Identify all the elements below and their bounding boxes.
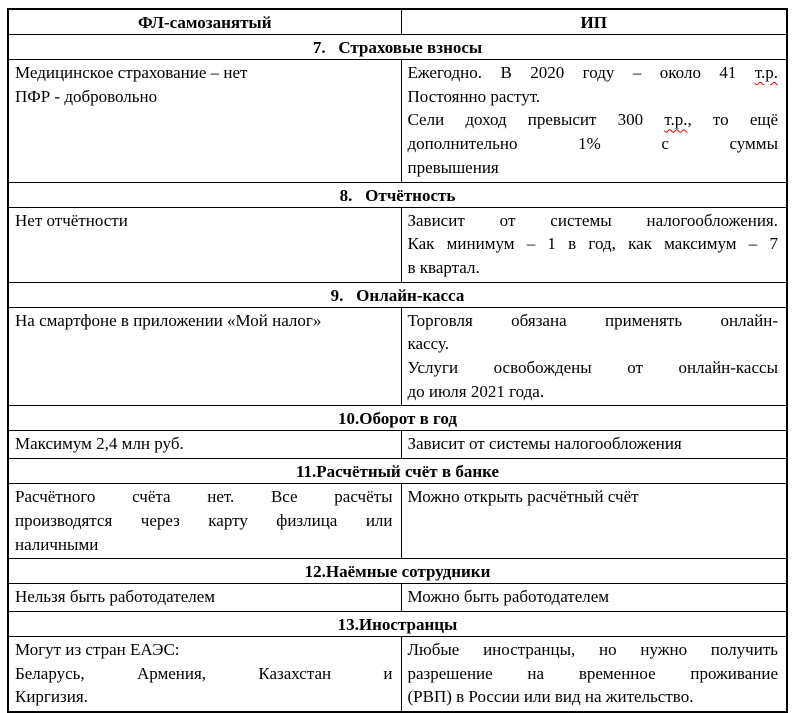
table-row (8, 484, 787, 559)
text-line: Можно открыть расчётный счёт (407, 487, 639, 507)
text-line: Нельзя быть работодателем (15, 587, 216, 607)
table-row (8, 307, 787, 406)
section-heading-row-8 (8, 182, 787, 207)
text-line: Любые иностранцы, но нужно получить (407, 639, 778, 659)
text-line: На смартфоне в приложении «Мой налог» (15, 310, 322, 330)
section-heading-11: 11.Расчётный счёт в банке (8, 459, 787, 484)
section-heading-row-11 (8, 459, 787, 484)
table-row (8, 207, 787, 282)
cell-9-right (401, 307, 787, 406)
text-line: Нет отчётности (15, 210, 128, 230)
spellcheck-underline: т.р. (754, 63, 778, 82)
table-row (8, 431, 787, 459)
text-line: Постоянно растут. (407, 86, 541, 106)
text-line: (РВП) в России или вид на жительство. (407, 687, 694, 707)
cell-12-left (8, 584, 401, 612)
text-line: Расчётного счёта нет. Все расчёты (15, 487, 393, 507)
section-heading-row-12 (8, 559, 787, 584)
text-line: наличными (15, 534, 99, 554)
spellcheck-underline: т.р. (664, 110, 688, 130)
text-line: дополнительно 1% с суммы (407, 134, 778, 154)
text-line: Могут из стран ЕАЭС: (15, 639, 180, 659)
section-heading-10: 10.Оборот в год (8, 406, 787, 431)
text-line: Торговля обязана применять онлайн- (407, 310, 778, 330)
table-header-row (8, 9, 787, 35)
table-row (8, 584, 787, 612)
text-line: Как минимум – 1 в год, как максимум – 7 (407, 234, 778, 254)
cell-10-right (401, 431, 787, 459)
text-line: разрешение на временное проживание (407, 663, 778, 683)
column-header-ip: ИП (401, 9, 787, 35)
text-line: производятся через карту физлица или (15, 510, 393, 530)
cell-7-right (401, 60, 787, 183)
text-line: Зависит от системы налогообложения. (407, 210, 778, 230)
cell-8-right (401, 207, 787, 282)
text-line: Максимум 2,4 млн руб. (15, 434, 184, 454)
cell-8-left (8, 207, 401, 282)
section-heading-12: 12.Наёмные сотрудники (8, 559, 787, 584)
text-line: превышения (407, 157, 499, 177)
cell-7-left (8, 60, 401, 183)
cell-9-left (8, 307, 401, 406)
column-header-self-employed: ФЛ-самозанятый (8, 9, 401, 35)
text-line: Можно быть работодателем (407, 587, 610, 607)
text-line: кассу. (407, 334, 449, 354)
section-heading-9: 9. Онлайн-касса (8, 282, 787, 307)
cell-11-left (8, 484, 401, 559)
text-line: Услуги освобождены от онлайн-кассы (407, 358, 778, 378)
cell-12-right (401, 584, 787, 612)
cell-10-left (8, 431, 401, 459)
text-line: Сели доход превысит 300 т.р., то ещё (407, 110, 778, 130)
section-heading-13: 13.Иностранцы (8, 611, 787, 636)
section-heading-row-13 (8, 611, 787, 636)
section-heading-row-10 (8, 406, 787, 431)
text-line: в квартал. (407, 257, 480, 277)
text-line: ПФР - добровольно (15, 86, 158, 106)
cell-11-right (401, 484, 787, 559)
text-line: Беларусь, Армения, Казахстан и (15, 663, 393, 683)
comparison-table (7, 8, 788, 713)
text-line: Ежегодно. В 2020 году – около 41 т.р. (407, 63, 778, 82)
cell-13-left (8, 636, 401, 712)
table-row (8, 60, 787, 183)
text-line: Зависит от системы налогообложения (407, 434, 682, 454)
text-line: Киргизия. (15, 687, 88, 707)
section-heading-row-7 (8, 35, 787, 60)
section-heading-7: 7. Страховые взносы (8, 35, 787, 60)
section-heading-row-9 (8, 282, 787, 307)
text-line: Медицинское страхование – нет (15, 63, 248, 82)
section-heading-8: 8. Отчётность (8, 182, 787, 207)
cell-13-right (401, 636, 787, 712)
text-line: до июля 2021 года. (407, 381, 545, 401)
table-row (8, 636, 787, 712)
